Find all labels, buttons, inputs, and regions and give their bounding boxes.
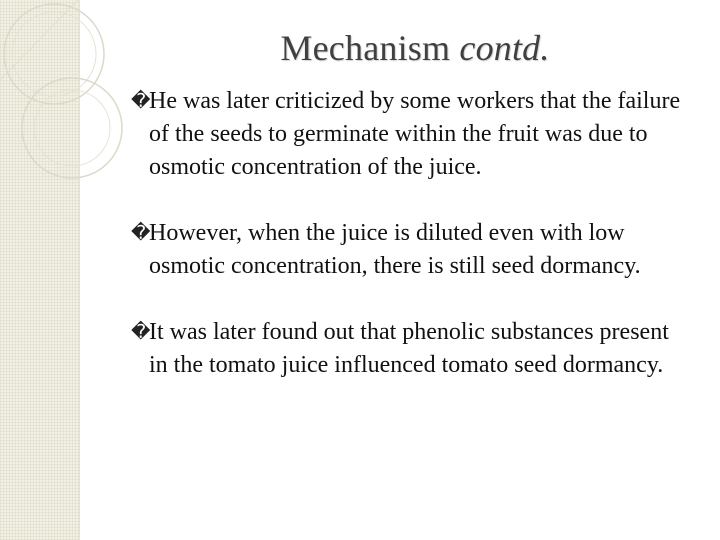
slide-title [120, 27, 710, 69]
title-suffix: contd. [459, 28, 550, 68]
bullet-text: He was later criticized by some workers that the failure of the seeds to germinate within the fruit was due to osmotic concentration of the juice. [149, 88, 681, 180]
bullet-marker-icon: � [131, 90, 151, 112]
bullet-marker-icon: � [131, 321, 151, 343]
bullet-marker-icon: � [131, 222, 151, 244]
bullet-list [131, 85, 691, 415]
bullet-text: However, when the juice is diluted even with low osmotic concentration, there is still seed dormancy. [149, 220, 641, 279]
bullet-item [131, 316, 691, 382]
title-main: Mechanism [280, 28, 451, 68]
bullet-item [131, 217, 691, 283]
bullet-text: It was later found out that phenolic substances present in the tomato juice influenced tomato seed dormancy. [149, 319, 669, 378]
bullet-item [131, 85, 691, 184]
